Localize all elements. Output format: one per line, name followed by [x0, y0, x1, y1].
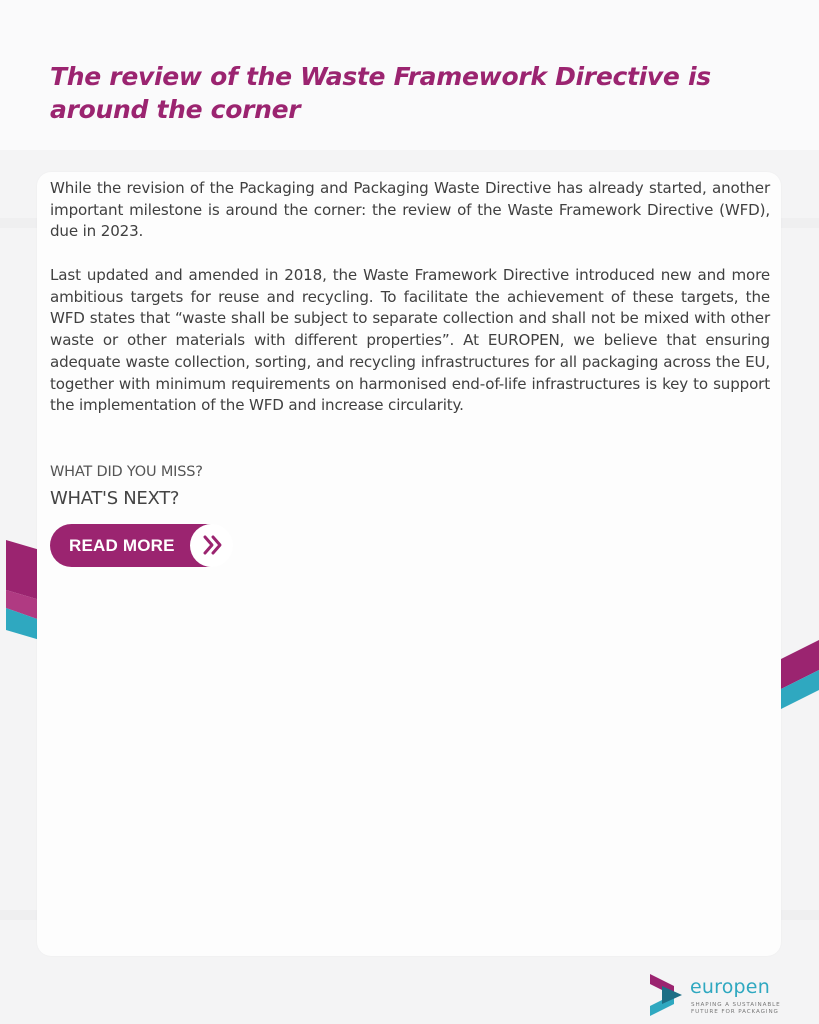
- article-title: The review of the Waste Framework Directive is around the corner: [50, 62, 711, 124]
- article-paragraph-2: Last updated and amended in 2018, the Waste Framework Directive introduced new and more ambitious targets for reuse and recycling. To facilitate the achievement of these targets, the WFD states that “waste shall be subject to separate collection and shall not be mixed with other waste or other materials with different properties”. At EUROPEN, we believe that ensuring adequate waste collection, sorting, and recycling infrastructures for all packaging across the EU, together with minimum requirements on harmonised end-of-life infrastructures is key to support the implementation of the WFD and increase circularity.: [50, 266, 770, 415]
- read-more-button[interactable]: [50, 524, 230, 569]
- what-did-you-miss-link[interactable]: WHAT DID YOU MISS?: [50, 464, 203, 480]
- logo-tagline: SHAPING A SUSTAINABLE FUTURE FOR PACKAGING: [691, 1002, 781, 1015]
- whats-next-link[interactable]: WHAT'S NEXT?: [50, 488, 180, 509]
- decorative-ribbon-left: [6, 540, 40, 640]
- europen-logo: [648, 972, 788, 1018]
- article-paragraph-1: While the revision of the Packaging and Packaging Waste Directive has already started, another important milestone is around the corner: the review of the Waste Framework Directive (WFD), due in 2023.: [50, 179, 770, 241]
- read-more-label: READ MORE: [69, 536, 175, 555]
- logo-wordmark: europen: [690, 976, 770, 998]
- logo-mark-icon: [648, 972, 684, 1018]
- decorative-ribbon-right: [779, 640, 819, 715]
- double-chevron-right-icon: [200, 532, 226, 558]
